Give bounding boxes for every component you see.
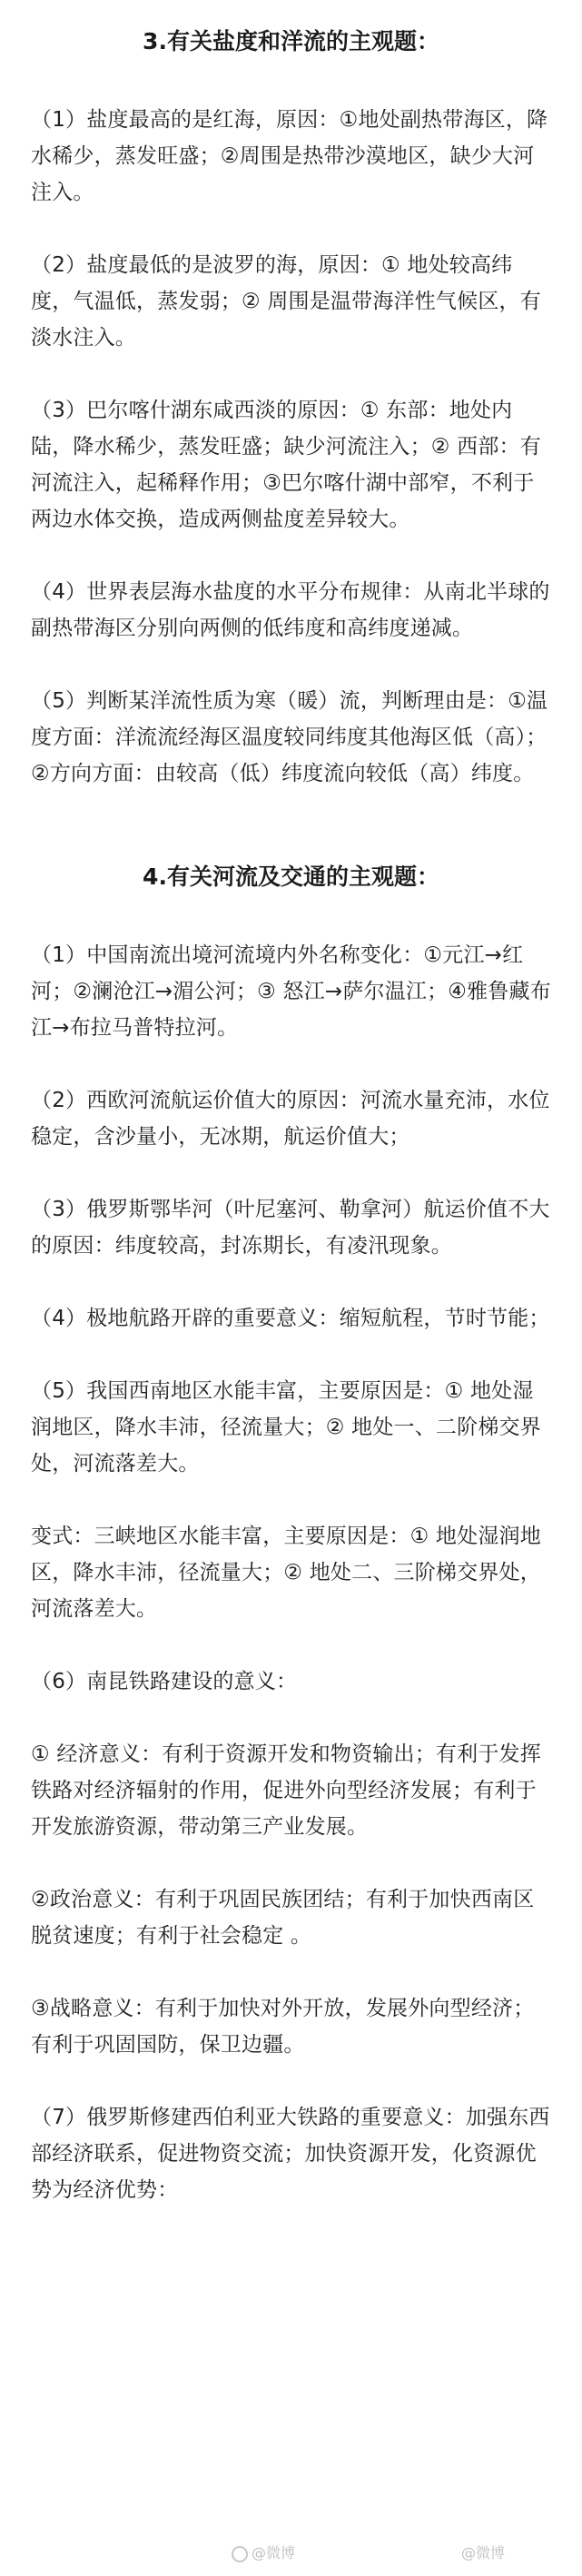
section-salinity-currents bbox=[31, 25, 551, 792]
paragraph: （1）盐度最高的是红海，原因：①地处副热带海区，降水稀少，蒸发旺盛；②周围是热带沙漠地区，缺少大河注入。 bbox=[31, 108, 548, 204]
watermark-left bbox=[232, 2543, 295, 2563]
paragraph: （2）盐度最低的是波罗的海，原因：① 地处较高纬度，气温低，蒸发弱；② 周围是温带海洋性气候区，有淡水注入。 bbox=[31, 253, 541, 350]
paragraph: ③战略意义：有利于加快对外开放，发展外向型经济；有利于巩固国防，保卫边疆。 bbox=[31, 1997, 535, 2057]
paragraph: （4）世界表层海水盐度的水平分布规律：从南北半球的副热带海区分别向两侧的低纬度和高纬度递减。 bbox=[31, 580, 550, 640]
paragraph: （3）俄罗斯鄂毕河（叶尼塞河、勒拿河）航运价值不大的原因：纬度较高，封冻期长，有凌汛现象。 bbox=[31, 1198, 550, 1258]
paragraph: （5）判断某洋流性质为寒（暖）流，判断理由是：①温度方面：洋流流经海区温度较同纬度其他海区低（高）；②方向方面：由较高（低）纬度流向较低（高）纬度。 bbox=[31, 689, 548, 785]
watermark-text: @微博 bbox=[252, 2544, 296, 2561]
watermark-right bbox=[461, 2543, 505, 2563]
paragraph: 变式：三峡地区水能丰富，主要原因是：① 地处湿润地区，降水丰沛，径流量大；② 地处二、三阶梯交界处，河流落差大。 bbox=[31, 1525, 541, 1621]
section-rivers-transport bbox=[31, 861, 551, 2208]
paragraph: （7）俄罗斯修建西伯利亚大铁路的重要意义：加强东西部经济联系，促进物资交流；加快资源开发，化资源优势为经济优势： bbox=[31, 2106, 550, 2202]
weibo-logo-icon bbox=[232, 2546, 248, 2562]
watermark-text: @微博 bbox=[461, 2544, 506, 2561]
paragraph: （3）巴尔喀什湖东咸西淡的原因：① 东部：地处内陆，降水稀少，蒸发旺盛；缺少河流注入；② 西部：有河流注入，起稀释作用；③巴尔喀什湖中部窄，不利于两边水体交换，造成两侧盐度差异较大。 bbox=[31, 399, 541, 531]
paragraph: （4）极地航路开辟的重要意义：缩短航程，节时节能； bbox=[31, 1307, 550, 1330]
paragraph: ②政治意义：有利于巩固民族团结；有利于加快西南区脱贫速度；有利于社会稳定 。 bbox=[31, 1888, 535, 1948]
section-title: 3.有关盐度和洋流的主观题： bbox=[143, 28, 439, 54]
paragraph: （5）我国西南地区水能丰富，主要原因是：① 地处湿润地区，降水丰沛，径流量大；② 地处一、二阶梯交界处，河流落差大。 bbox=[31, 1379, 541, 1476]
paragraph: （1）中国南流出境河流境内外名称变化：①元江→红河；②澜沧江→湄公河；③ 怒江→萨尔温江；④雅鲁藏布江→布拉马普特拉河。 bbox=[31, 943, 551, 1040]
paragraph: （2）西欧河流航运价值大的原因：河流水量充沛，水位稳定，含沙量小，无冰期，航运价值大； bbox=[31, 1089, 550, 1149]
section-title: 4.有关河流及交通的主观题： bbox=[143, 864, 439, 890]
paragraph: ① 经济意义：有利于资源开发和物资输出；有利于发挥铁路对经济辐射的作用，促进外向型经济发展；有利于开发旅游资源，带动第三产业发展。 bbox=[31, 1742, 541, 1839]
paragraph: （6）南昆铁路建设的意义： bbox=[31, 1670, 298, 1693]
